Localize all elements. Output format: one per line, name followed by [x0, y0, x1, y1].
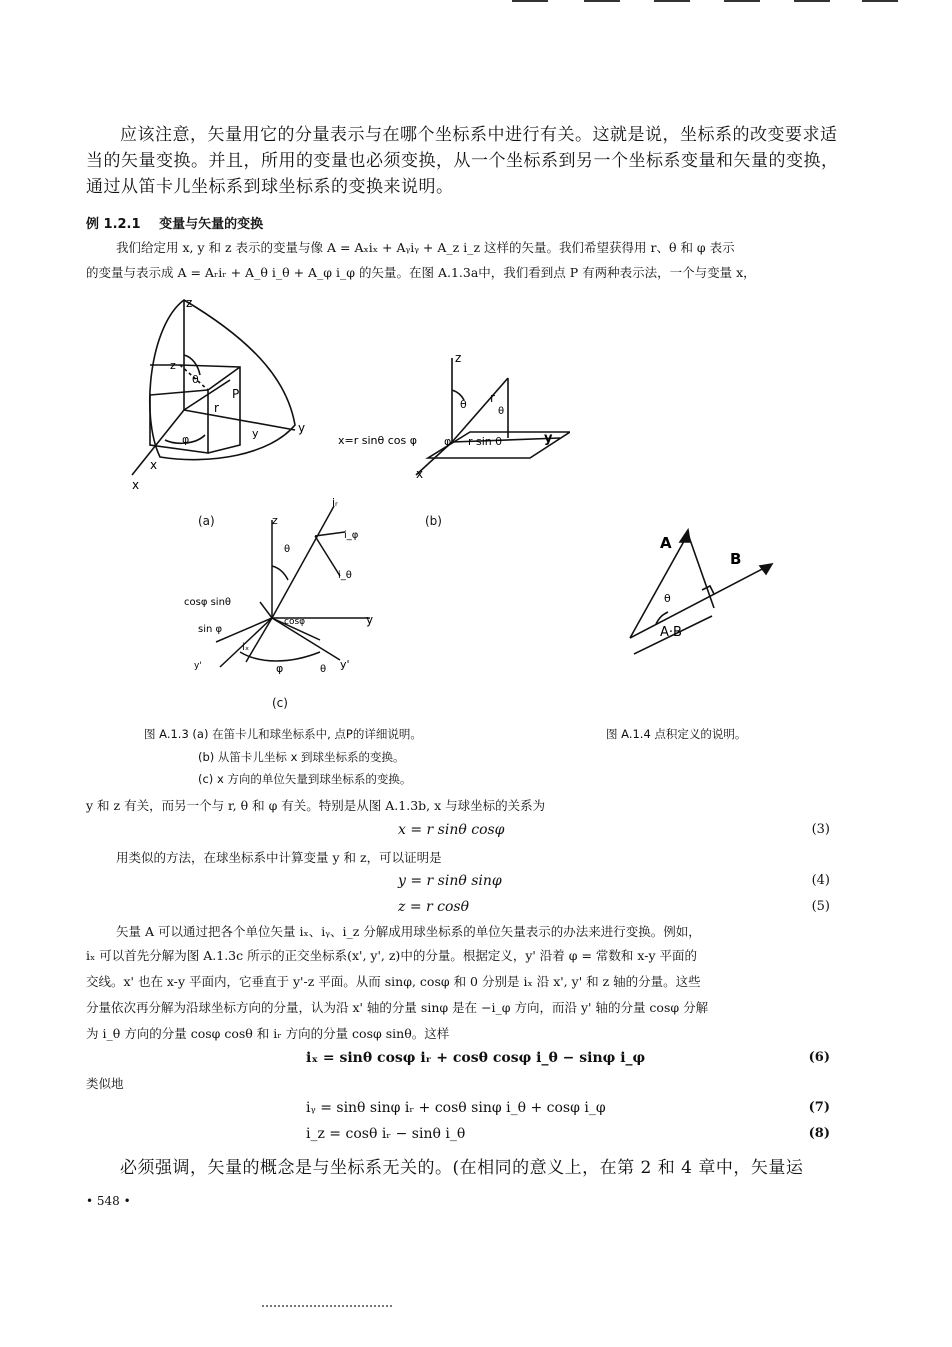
top-dash [654, 0, 690, 2]
fig-a-y-small: y [252, 427, 259, 440]
fig-dot-a-label: A [660, 534, 672, 552]
figure-dot-product [620, 520, 780, 660]
fig-a-y-label: y [298, 421, 306, 435]
equation-4-number: (4) [811, 873, 830, 888]
equation-6-number: (6) [808, 1050, 830, 1065]
fig-a-z-label: z [186, 296, 193, 310]
fig-c-xprime-label: y' [194, 661, 202, 671]
fig-b-phi-label: φ [444, 435, 452, 448]
equation-3: x = r sinθ cosφ [398, 822, 505, 838]
fig-c-itheta-label: i_θ [338, 570, 352, 581]
caption-figure-a13: 图 A.1.3 (a) 在笛卡儿和球坐标系中, 点P的详细说明。 [144, 727, 422, 741]
intro-line-2: 的变量与表示成 A = Aᵣiᵣ + A_θ i_θ + A_φ i_φ 的矢量。在图 A.1.3a中，我们看到点 P 有两种表示法，一个与变量 x， [86, 265, 756, 280]
fig-b-x-expression: x=r sinθ cos φ [338, 434, 417, 447]
fig-c-sinphi: sin φ [198, 624, 223, 635]
equation-8-number: (8) [808, 1126, 830, 1141]
figure-c [180, 492, 380, 692]
top-dash [512, 0, 548, 2]
fig-a-theta-label: θ [192, 373, 199, 386]
final-line: 必须强调，矢量的概念是与坐标系无关的。(在相同的意义上，在第 2 和 4 章中，矢量运 [120, 1158, 804, 1178]
equation-7-number: (7) [808, 1100, 830, 1115]
equation-4: y = r sinθ sinφ [398, 873, 502, 889]
paragraph2-line-4: 分量依次再分解为沿球坐标方向的分量，认为沿 x' 轴的分量 sinφ 是在 −i_φ 方向，而沿 y' 轴的分量 cosφ 分解 [86, 1000, 709, 1015]
fig-c-z-label: z [272, 514, 278, 527]
line-similar: 用类似的方法，在球坐标系中计算变量 y 和 z，可以证明是 [116, 850, 442, 865]
paragraph2-line-1: 矢量 A 可以通过把各个单位矢量 iₓ、iᵧ、i_z 分解成用球坐标系的单位矢量表示的办法来进行变换。例如， [116, 924, 701, 939]
fig-a-x-label: x [150, 458, 158, 472]
paragraph2-line-3: 交线。x' 也在 x-y 平面内，它垂直于 y'-z 平面。从而 sinφ, cosφ 和 0 分别是 iₓ 沿 x', y' 和 z 轴的分量。这些 [86, 974, 701, 989]
paragraph-intro: 应该注意，矢量用它的分量表示与在哪个坐标系中进行有关。这就是说，坐标系的改变要求适当的矢量变换。并且，所用的变量也必须变换，从一个坐标系到另一个坐标系变量和矢量的变换，通过从笛卡儿坐标系到球坐标系的变换来说明。 [86, 125, 839, 197]
fig-c-phi-label: φ [276, 662, 284, 675]
caption-figure-b: (b) 从笛卡儿坐标 x 到球坐标系的变换。 [198, 750, 405, 764]
similarly-label: 类似地 [86, 1076, 124, 1091]
fig-c-theta-label: θ [284, 544, 291, 555]
fig-a-caption-label: (a) [198, 514, 215, 528]
fig-c-cosphi: cosφ [284, 617, 306, 627]
example-heading [86, 213, 277, 232]
fig-a-r-label: r [214, 401, 219, 415]
intro-line-1: 我们给定用 x, y 和 z 表示的变量与像 A = Aₓiₓ + Aᵧiᵧ + A_z i_z 这样的矢量。我们希望获得用 r、θ 和 φ 表示 [116, 240, 735, 255]
fig-b-caption-label: (b) [425, 514, 442, 528]
caption-figure-a14: 图 A.1.4 点积定义的说明。 [606, 727, 747, 741]
equation-6: iₓ = sinθ cosφ iᵣ + cosθ cosφ i_θ − sinφ i_φ [306, 1050, 646, 1066]
fig-b-y-label: y [544, 431, 553, 446]
fig-c-ir-label: iᵣ [332, 496, 338, 509]
fig-b-theta2-label: θ [498, 406, 505, 417]
equation-7: iᵧ = sinθ sinφ iᵣ + cosθ sinφ i_θ + cosφ i_φ [306, 1100, 606, 1116]
example-number: 例 1.2.1 [86, 217, 141, 232]
fig-b-rsin-label: r sin θ [468, 435, 503, 448]
top-dash [724, 0, 760, 2]
fig-dot-b-label: B [730, 550, 742, 568]
equation-5: z = r cosθ [398, 899, 470, 915]
equation-8: i_z = cosθ iᵣ − sinθ i_θ [306, 1126, 466, 1142]
fig-c-iphi-label: i_φ [344, 530, 359, 541]
example-title: 变量与矢量的变换 [159, 217, 264, 232]
fig-a-p-label: P [232, 387, 240, 401]
fig-c-yprime-label: y' [340, 658, 350, 671]
top-dash [794, 0, 830, 2]
fig-a-z-small: z [170, 359, 176, 372]
fig-c-ix-label: iₓ [242, 642, 250, 653]
fig-dot-ab-label: A·B [660, 625, 682, 640]
top-dash [584, 0, 620, 2]
fig-b-theta-label: θ [460, 398, 467, 411]
line-after-figures: y 和 z 有关，而另一个与 r, θ 和 φ 有关。特别是从图 A.1.3b, x 与球坐标的关系为 [86, 798, 546, 813]
figure-b [330, 350, 570, 485]
fig-c-cosphi-sintheta: cosφ sinθ [184, 597, 232, 608]
fig-b-x-label: x [416, 467, 424, 481]
fig-dot-theta-label: θ [664, 592, 671, 605]
fig-a-phi-label: φ [182, 433, 190, 446]
fig-c-caption-label: (c) [272, 696, 288, 710]
scan-artifact-line [262, 1305, 392, 1307]
fig-c-theta2-label: θ [320, 664, 327, 675]
equation-3-number: (3) [811, 822, 830, 837]
page-number: • 548 • [86, 1194, 131, 1208]
fig-b-r-label: r [490, 391, 495, 405]
paragraph2-line-5: 为 i_θ 方向的分量 cosφ cosθ 和 iᵣ 方向的分量 cosφ sinθ。这样 [86, 1026, 450, 1041]
fig-a-x-corner-label: x [132, 478, 140, 492]
fig-b-z-label: z [455, 351, 462, 365]
paragraph2-line-2: iₓ 可以首先分解为图 A.1.3c 所示的正交坐标系(x', y', z)中的分量。根据定义，y' 沿着 φ = 常数和 x-y 平面的 [86, 948, 697, 963]
figure-a [120, 295, 320, 495]
fig-c-y-label: y [366, 613, 374, 627]
top-dash [862, 0, 898, 2]
equation-5-number: (5) [811, 899, 830, 914]
caption-figure-c: (c) x 方向的单位矢量到球坐标系的变换。 [198, 772, 412, 786]
